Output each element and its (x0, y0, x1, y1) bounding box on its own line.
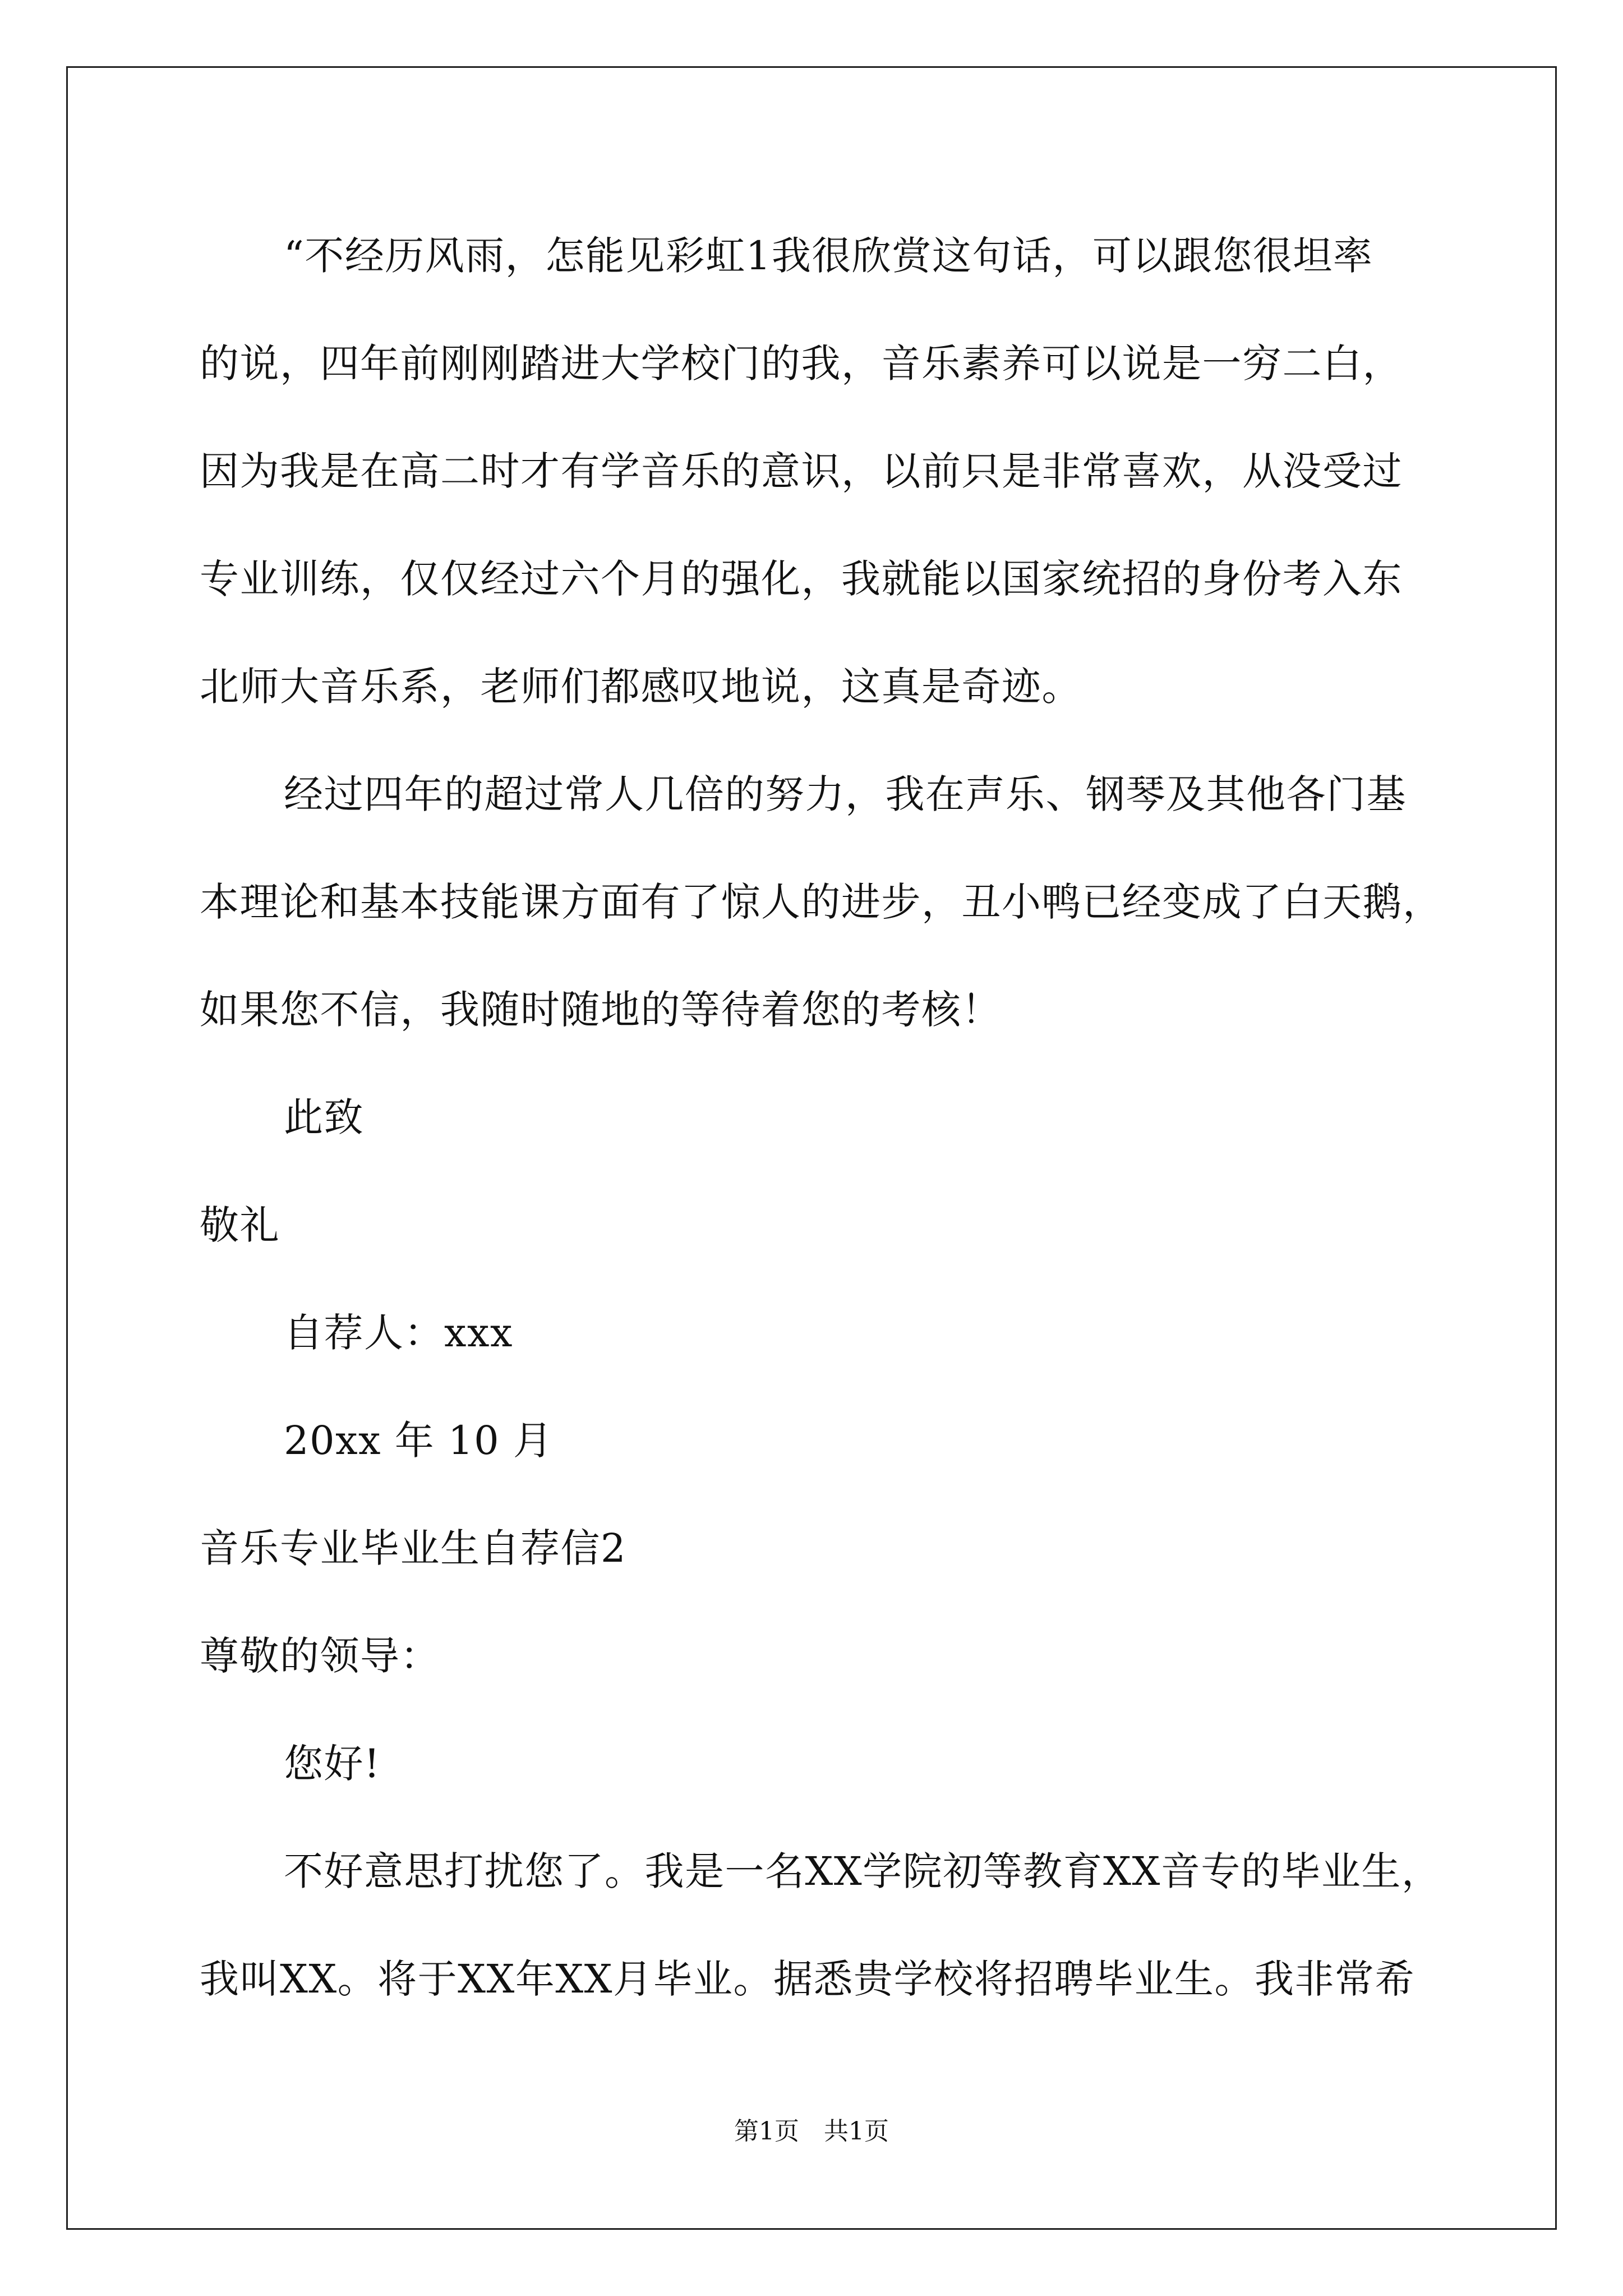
paragraph-line: 北师大音乐系，老师们都感叹地说，这真是奇迹。 (200, 664, 1082, 710)
paragraph-line: 我叫XX。将于XX年XX月毕业。据悉贵学校将招聘毕业生。我非常希 (200, 1956, 1415, 2002)
page-number-footer: 第1页 共1页 (734, 2117, 889, 2146)
paragraph-line: 不好意思打扰您了。我是一名XX学院初等教育XX音专的毕业生， (284, 1848, 1442, 1894)
paragraph-line: 如果您不信，我随时随地的等待着您的考核！ (200, 987, 1002, 1033)
document-body (200, 202, 1443, 2033)
date-line: 20xx 年 10 月 (284, 1418, 554, 1464)
paragraph-line: 专业训练，仅仅经过六个月的强化，我就能以国家统招的身份考入东 (200, 556, 1403, 602)
greeting-line: 尊敬的领导： (200, 1633, 440, 1679)
paragraph-line: 因为我是在高二时才有学音乐的意识，以前只是非常喜欢，从没受过 (200, 448, 1403, 494)
paragraph-line: “不经历风雨，怎能见彩虹1我很欣赏这句话，可以跟您很坦率 (284, 233, 1373, 279)
closing-salutation: 此致 (284, 1094, 364, 1140)
signature-line: 自荐人：xxx (284, 1310, 513, 1356)
greeting-hello: 您好! (284, 1741, 381, 1787)
closing-regards: 敬礼 (200, 1202, 280, 1248)
paragraph-line: 的说，四年前刚刚踏进大学校门的我，音乐素养可以说是一穷二白， (200, 341, 1403, 386)
section-heading: 音乐专业毕业生自荐信2 (200, 1525, 627, 1571)
paragraph-line: 经过四年的超过常人几倍的努力，我在声乐、钢琴及其他各门基 (284, 771, 1407, 817)
paragraph-line: 本理论和基本技能课方面有了惊人的进步，丑小鸭已经变成了白天鹅， (200, 879, 1443, 925)
